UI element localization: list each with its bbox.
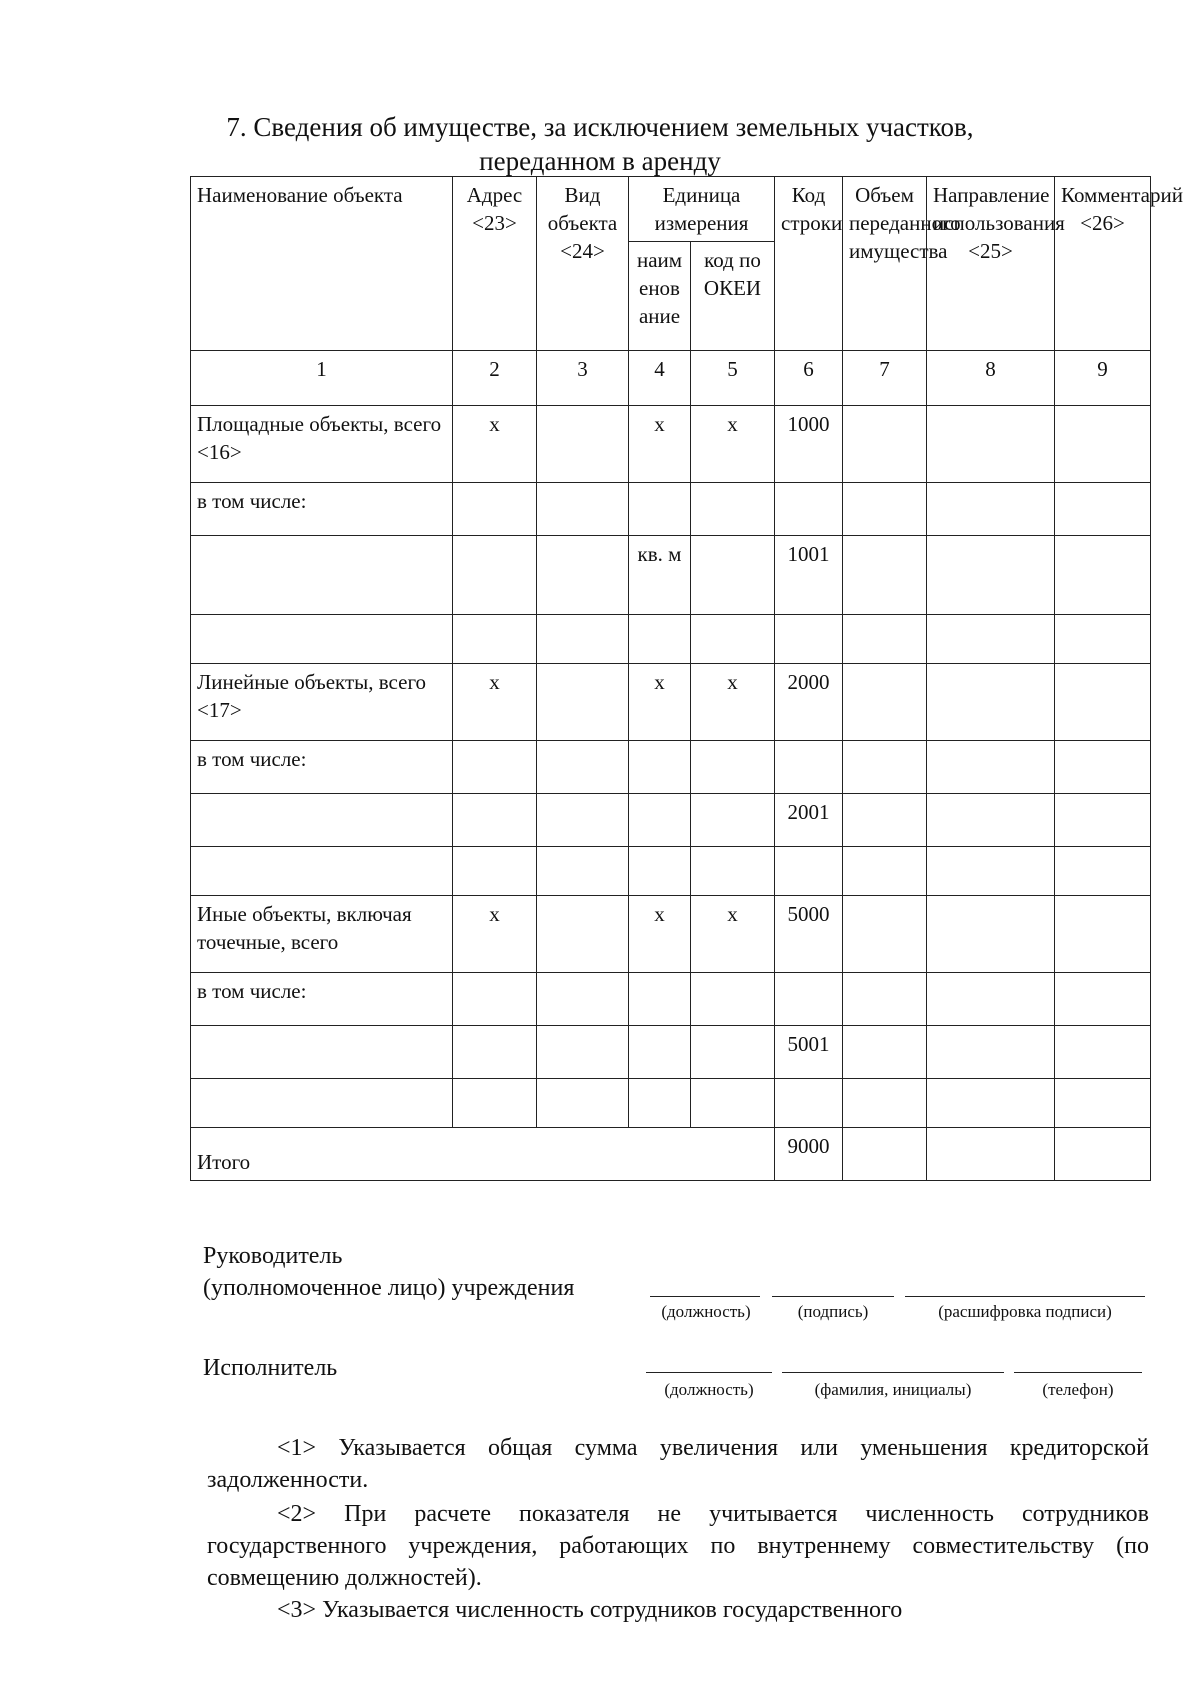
- table-row-blank: [191, 615, 1151, 664]
- col-number: 9: [1055, 351, 1151, 406]
- row-code: 5000: [775, 896, 843, 973]
- col-number: 4: [629, 351, 691, 406]
- row-type: [537, 406, 629, 483]
- executor-phone-line: [1014, 1372, 1142, 1373]
- header-type: Вид объекта <24>: [537, 177, 629, 351]
- decode-line: [905, 1296, 1145, 1297]
- title-line-2: переданном в аренду: [479, 146, 721, 176]
- header-unit: Единица измерения: [629, 177, 775, 242]
- head-label-line-1: Руководитель: [203, 1243, 343, 1269]
- row-address: x: [453, 406, 537, 483]
- footnote-1: <1> Указывается общая сумма увеличения или уменьшения кредиторской задолженности.: [207, 1435, 1149, 1493]
- header-volume: Объем переданного имущества: [843, 177, 927, 351]
- footnote-3: <3> Указывается численность сотрудников государственного: [277, 1597, 903, 1623]
- row-name: Площадные объекты, всего <16>: [191, 406, 453, 483]
- column-number-row: [191, 351, 1151, 406]
- header-unit-name: наименование: [629, 242, 691, 351]
- col-number: 2: [453, 351, 537, 406]
- head-label: [203, 1240, 574, 1304]
- row-name: Итого: [191, 1128, 775, 1181]
- table-row-linear-item: [191, 794, 1151, 847]
- row-code: 9000: [775, 1128, 843, 1181]
- row-volume: [843, 406, 927, 483]
- col-number: 7: [843, 351, 927, 406]
- row-address: x: [453, 896, 537, 973]
- table-row-other-including: [191, 973, 1151, 1026]
- header-direction: Направление использования <25>: [927, 177, 1055, 351]
- caption-executor-name: (фамилия, инициалы): [814, 1380, 972, 1399]
- position-line: [650, 1296, 760, 1297]
- title-line-1: 7. Сведения об имуществе, за исключением земельных участков,: [226, 112, 974, 142]
- footnote-2: <2> При расчете показателя не учитывается численность сотрудников государственного учреждения, работающих по внутреннему совместительству (по совмещению должностей).: [207, 1501, 1149, 1591]
- table-row-linear-including: [191, 741, 1151, 794]
- row-unit-name: x: [629, 664, 691, 741]
- header-code: Код строки: [775, 177, 843, 351]
- caption-signature: (подпись): [797, 1302, 869, 1321]
- row-comment: [1055, 406, 1151, 483]
- caption-decode: (расшифровка подписи): [938, 1302, 1112, 1321]
- row-name: в том числе:: [191, 483, 453, 536]
- row-address: x: [453, 664, 537, 741]
- row-name: Иные объекты, включая точечные, всего: [191, 896, 453, 973]
- table-row-total: [191, 1128, 1151, 1181]
- table-row-blank: [191, 1079, 1151, 1128]
- col-number: 5: [691, 351, 775, 406]
- table-row-other-item: [191, 1026, 1151, 1079]
- row-code: 5001: [775, 1026, 843, 1079]
- caption-position: (должность): [661, 1302, 751, 1321]
- row-code: 1000: [775, 406, 843, 483]
- header-comment: Комментарий <26>: [1055, 177, 1151, 351]
- row-name: Линейные объекты, всего <17>: [191, 664, 453, 741]
- row-name: [191, 536, 453, 615]
- row-code: 1001: [775, 536, 843, 615]
- row-okei: x: [691, 406, 775, 483]
- header-address: Адрес <23>: [453, 177, 537, 351]
- table-row-area-item: [191, 536, 1151, 615]
- row-okei: x: [691, 896, 775, 973]
- head-label-line-2: (уполномоченное лицо) учреждения: [203, 1275, 575, 1301]
- row-unit-name: x: [629, 406, 691, 483]
- row-code: 2000: [775, 664, 843, 741]
- header-row: [191, 177, 1151, 242]
- property-table: [190, 176, 1183, 1181]
- table-row-other-total: [191, 896, 1151, 973]
- row-unit-name: кв. м: [629, 536, 691, 615]
- executor-position-line: [646, 1372, 772, 1373]
- row-okei: x: [691, 664, 775, 741]
- executor-name-line: [782, 1372, 1004, 1373]
- executor-label: Исполнитель: [203, 1355, 338, 1381]
- row-direction: [927, 406, 1055, 483]
- row-name: в том числе:: [191, 973, 453, 1026]
- row-unit-name: x: [629, 896, 691, 973]
- col-number: 8: [927, 351, 1055, 406]
- table-row-linear-total: [191, 664, 1151, 741]
- row-code: 2001: [775, 794, 843, 847]
- signature-line: [772, 1296, 894, 1297]
- header-unit-okei: код по ОКЕИ: [691, 242, 775, 351]
- table-row-area-total: [191, 406, 1151, 483]
- col-number: 3: [537, 351, 629, 406]
- col-number: 1: [191, 351, 453, 406]
- section-title: [160, 110, 1040, 178]
- caption-phone: (телефон): [1042, 1380, 1114, 1399]
- row-name: в том числе:: [191, 741, 453, 794]
- table-row-area-including: [191, 483, 1151, 536]
- header-name: Наименование объекта: [191, 177, 453, 351]
- table-row-blank: [191, 847, 1151, 896]
- col-number: 6: [775, 351, 843, 406]
- caption-executor-position: (должность): [664, 1380, 754, 1399]
